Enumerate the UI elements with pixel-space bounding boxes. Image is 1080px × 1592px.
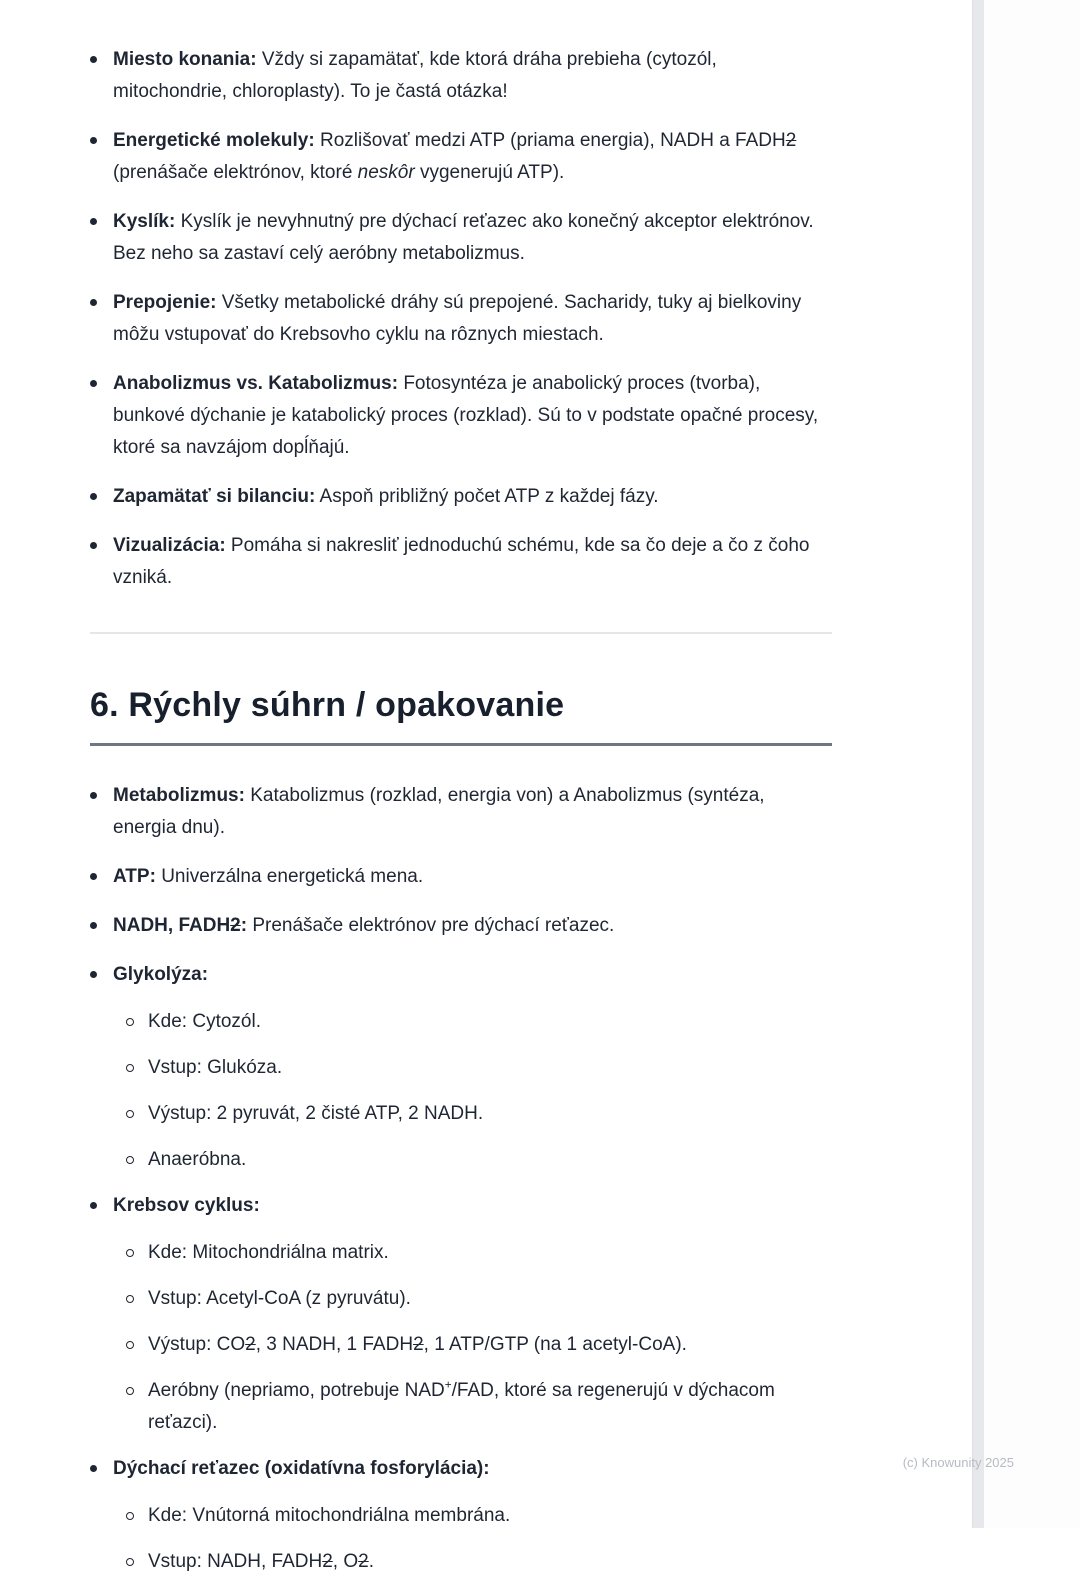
bullet-disc-icon	[90, 1202, 97, 1209]
text-segment: Zapamätať si bilanciu:	[113, 486, 316, 507]
item-text	[113, 125, 832, 189]
list-item	[126, 1052, 832, 1084]
bullet-disc-icon	[90, 971, 97, 978]
bullet-circle-icon	[126, 1110, 134, 1118]
item-text	[113, 287, 832, 351]
list-item	[90, 287, 832, 351]
text-segment: Dýchací reťazec (oxidatívna fosforylácia):	[113, 1458, 490, 1479]
text-segment: (prenášače elektrónov, ktoré	[113, 162, 358, 183]
list-item	[126, 1237, 832, 1269]
list-item	[126, 1329, 832, 1361]
text-segment: 2	[322, 1551, 333, 1572]
text-segment: Energetické molekuly:	[113, 130, 315, 151]
bullet-circle-icon	[126, 1387, 134, 1395]
text-segment: Kyslík je nevyhnutný pre dýchací reťazec ako konečný akceptor elektrónov. Bez neho sa zastaví celý aeróbny metabolizmus.	[113, 211, 814, 264]
item-text	[113, 861, 832, 893]
list-item	[90, 910, 832, 942]
text-segment: Krebsov cyklus:	[113, 1195, 260, 1216]
text-segment: , 3 NADH, 1 FADH	[255, 1334, 414, 1355]
list-item	[126, 1546, 832, 1578]
text-segment: , 1 ATP/GTP (na 1 acetyl-CoA).	[423, 1334, 687, 1355]
text-segment: Aspoň približný počet ATP z každej fázy.	[315, 486, 659, 507]
text-segment: Vždy si zapamätať, kde ktorá dráha prebieha (cytozól, mitochondrie, chloroplasty). To je častá otázka!	[113, 49, 717, 102]
sublist	[90, 1237, 832, 1439]
sublist	[90, 1006, 832, 1176]
text-segment: +	[444, 1378, 452, 1392]
text-segment: Miesto konania:	[113, 49, 257, 70]
list-item	[126, 1283, 832, 1315]
item-text	[113, 1190, 832, 1222]
text-segment: , O	[332, 1551, 359, 1572]
list-item	[126, 1006, 832, 1038]
text-segment: .	[368, 1551, 374, 1572]
text-segment: Anaeróbna.	[148, 1149, 247, 1170]
text-segment: Všetky metabolické dráhy sú prepojené. Sacharidy, tuky aj bielkoviny môžu vstupovať do Krebsovho cyklu na rôznych miestach.	[113, 292, 802, 345]
list-item	[126, 1098, 832, 1130]
list-item	[90, 1453, 832, 1485]
item-text	[113, 206, 832, 270]
list-item	[90, 959, 832, 991]
item-text	[113, 530, 832, 594]
list-item	[90, 861, 832, 893]
bullet-disc-icon	[90, 380, 97, 387]
heading-underline	[90, 743, 832, 746]
summary-list	[90, 780, 832, 1578]
item-text	[113, 481, 832, 513]
bullet-disc-icon	[90, 493, 97, 500]
watermark: (c) Knowunity 2025	[902, 1455, 1014, 1470]
bullet-circle-icon	[126, 1295, 134, 1303]
text-segment: NADH, FADH	[113, 915, 231, 936]
list-item	[90, 530, 832, 594]
text-segment: Vstup: Glukóza.	[148, 1057, 283, 1078]
item-text	[113, 910, 832, 942]
section-heading: 6. Rýchly súhrn / opakovanie	[90, 686, 565, 724]
text-segment: 2	[358, 1551, 369, 1572]
bullet-circle-icon	[126, 1249, 134, 1257]
item-text	[148, 1006, 832, 1038]
text-segment: :	[240, 915, 248, 936]
bullet-disc-icon	[90, 922, 97, 929]
bullet-disc-icon	[90, 542, 97, 549]
bullet-disc-icon	[90, 56, 97, 63]
bullet-circle-icon	[126, 1341, 134, 1349]
section-divider	[90, 632, 832, 634]
text-segment: neskôr	[357, 162, 415, 183]
text-segment: Fotosyntéza je anabolický proces (tvorba), bunkové dýchanie je katabolický proces (rozklad). Sú to v podstate opačné procesy, ktoré sa navzájom dopĺňajú.	[113, 373, 819, 458]
list-item	[90, 206, 832, 270]
bullet-disc-icon	[90, 218, 97, 225]
text-segment: Kde: Vnútorná mitochondriálna membrána.	[148, 1505, 511, 1526]
list-item	[90, 481, 832, 513]
text-segment: 2	[230, 915, 241, 936]
text-segment: Anabolizmus vs. Katabolizmus:	[113, 373, 399, 394]
text-segment: 2	[413, 1334, 424, 1355]
list-item	[126, 1500, 832, 1532]
item-text	[148, 1329, 832, 1361]
text-segment: 2	[245, 1334, 256, 1355]
text-segment: Kyslík:	[113, 211, 176, 232]
scrollbar-track[interactable]	[972, 0, 984, 1528]
bullet-circle-icon	[126, 1558, 134, 1566]
item-text	[148, 1237, 832, 1269]
bullet-disc-icon	[90, 792, 97, 799]
text-segment: Výstup: CO	[148, 1334, 246, 1355]
text-segment: Kde: Mitochondriálna matrix.	[148, 1242, 389, 1263]
text-segment: Vstup: NADH, FADH	[148, 1551, 323, 1572]
item-text	[113, 1453, 832, 1485]
text-segment: /FAD, ktoré sa regenerujú v dýchacom reťazci).	[148, 1380, 775, 1433]
text-segment: Vizualizácia:	[113, 535, 226, 556]
text-segment: Univerzálna energetická mena.	[155, 866, 424, 887]
item-text	[113, 368, 832, 464]
text-segment: Prenášače elektrónov pre dýchací reťazec.	[247, 915, 615, 936]
text-segment: Aeróbny (nepriamo, potrebuje NAD	[148, 1380, 445, 1401]
text-segment: 2	[785, 130, 797, 151]
list-item	[90, 368, 832, 464]
text-segment: Katabolizmus (rozklad, energia von) a Anabolizmus (syntéza, energia dnu).	[113, 785, 765, 838]
item-text	[148, 1375, 832, 1439]
text-segment: Vstup: Acetyl-CoA (z pyruvátu).	[148, 1288, 411, 1309]
sublist	[90, 1500, 832, 1578]
bullet-circle-icon	[126, 1512, 134, 1520]
bullet-circle-icon	[126, 1156, 134, 1164]
text-segment: Prepojenie:	[113, 292, 217, 313]
item-text	[148, 1546, 832, 1578]
text-segment: ATP:	[113, 866, 156, 887]
item-text	[113, 959, 832, 991]
text-segment: Kde: Cytozól.	[148, 1011, 261, 1032]
text-segment: Pomáha si nakresliť jednoduchú schému, kde sa čo deje a čo z čoho vzniká.	[113, 535, 810, 588]
text-segment: vygenerujú ATP).	[414, 162, 565, 183]
list-item	[126, 1375, 832, 1439]
page-right-margin	[984, 0, 1080, 1528]
item-text	[113, 780, 832, 844]
text-segment: Glykolýza:	[113, 964, 209, 985]
bullet-circle-icon	[126, 1018, 134, 1026]
key-points-list	[90, 44, 832, 594]
text-segment: Metabolizmus:	[113, 785, 245, 806]
list-item	[90, 44, 832, 108]
bullet-disc-icon	[90, 137, 97, 144]
list-item	[90, 1190, 832, 1222]
bullet-disc-icon	[90, 873, 97, 880]
item-text	[148, 1052, 832, 1084]
bullet-disc-icon	[90, 1465, 97, 1472]
text-segment: Výstup: 2 pyruvát, 2 čisté ATP, 2 NADH.	[148, 1103, 484, 1124]
list-item	[90, 125, 832, 189]
item-text	[148, 1283, 832, 1315]
item-text	[113, 44, 832, 108]
item-text	[148, 1098, 832, 1130]
bullet-circle-icon	[126, 1064, 134, 1072]
list-item	[90, 780, 832, 844]
list-item	[126, 1144, 832, 1176]
text-segment: Rozlišovať medzi ATP (priama energia), NADH a FADH	[314, 130, 786, 151]
bullet-disc-icon	[90, 299, 97, 306]
item-text	[148, 1144, 832, 1176]
item-text	[148, 1500, 832, 1532]
notes-content	[90, 44, 832, 1592]
